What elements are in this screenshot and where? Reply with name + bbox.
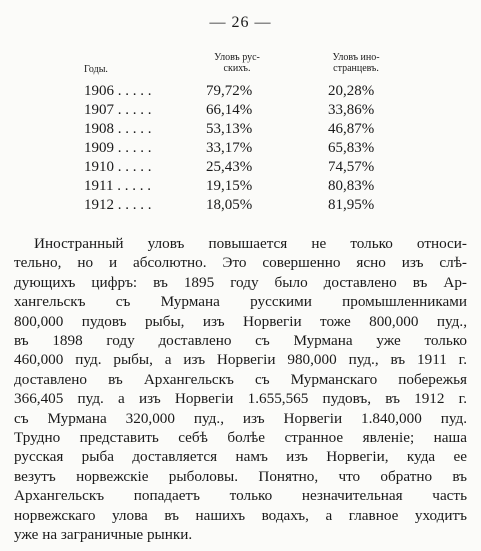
foreign-catch-cell: 20,28% [328,83,375,99]
table-row [84,101,404,120]
table-row [84,82,404,101]
foreign-catch-cell: 65,83% [328,140,375,156]
foreign-catch-cell: 74,57% [328,159,375,175]
table-row [84,158,404,177]
paragraph-line: русская рыба доставляется намъ изъ Норвегіи, куда ее [14,448,467,466]
body-paragraph [14,234,467,545]
paragraph-line: тельно, но и абсолютно. Это совершенно ясно изъ слѣ- [14,254,467,272]
header-foreign-catch [316,52,396,74]
foreign-catch-cell: 80,83% [328,178,375,194]
paragraph-line: хангельскъ съ Мурмана русскими промышленниками [14,293,467,311]
paragraph-line: 800,000 пудовъ рыбы, изъ Норвегіи тоже 800,000 пуд., [14,312,467,330]
paragraph-line: уже на заграничные рынки. [14,526,193,544]
header-years: Годы. [84,64,108,75]
header-russian-line-2: скихъ. [223,63,251,74]
table-row [84,177,404,196]
year-cell: 1907 . . . . . [84,102,152,118]
paragraph-line: 460,000 пуд. рыбы, а изъ Норвегіи 980,000 пуд., въ 1911 г. [14,351,467,369]
russian-catch-cell: 19,15% [206,178,253,194]
paragraph-line: въ 1898 году доставлено съ Мурмана уже только [14,332,467,350]
foreign-catch-cell: 46,87% [328,121,375,137]
header-russian-line-1: Уловъ рус- [214,52,260,63]
russian-catch-cell: 79,72% [206,83,253,99]
russian-catch-cell: 33,17% [206,140,253,156]
year-cell: 1909 . . . . . [84,140,152,156]
year-cell: 1911 . . . . . [84,178,151,194]
paragraph-line: Трудно представить себѣ болѣе странное явленіе; наша [14,429,467,447]
paragraph-line: 366,405 пуд. а изъ Норвегіи 1.655,565 пудовъ, въ 1912 г. [14,390,467,408]
paragraph-line: доставлено въ Архангельскъ съ Мурманскаго побережья [14,370,467,388]
paragraph-line: норвежскаго улова въ нашихъ водахъ, а главное уходитъ [14,506,467,524]
paragraph-line: съ Мурмана 320,000 пуд., изъ Норвегіи 1.840,000 пуд. [14,409,467,427]
header-russian-catch [202,52,272,74]
page-number: — 26 — [209,14,272,31]
year-cell: 1910 . . . . . [84,159,152,175]
foreign-catch-cell: 33,86% [328,102,375,118]
russian-catch-cell: 53,13% [206,121,253,137]
year-cell: 1912 . . . . . [84,197,152,213]
table-header [84,52,404,82]
header-foreign-line-2: странцевъ. [333,63,379,74]
russian-catch-cell: 25,43% [206,159,253,175]
catch-table [84,52,404,215]
paragraph-line: Архангельскъ попадаетъ только незначительная часть [14,487,467,505]
table-row [84,196,404,215]
table-row [84,120,404,139]
russian-catch-cell: 18,05% [206,197,253,213]
year-cell: 1906 . . . . . [84,83,152,99]
foreign-catch-cell: 81,95% [328,197,375,213]
table-row [84,139,404,158]
paragraph-line: Иностранный уловъ повышается не только относи- [34,235,467,252]
paragraph-line: дующихъ цифръ: въ 1895 году было доставлено въ Ар- [14,273,467,291]
header-foreign-line-1: Уловъ ино- [332,52,380,63]
russian-catch-cell: 66,14% [206,102,253,118]
year-cell: 1908 . . . . . [84,121,152,137]
paragraph-line: везутъ норвежскіе рыболовы. Понятно, что обратно въ [14,467,467,485]
